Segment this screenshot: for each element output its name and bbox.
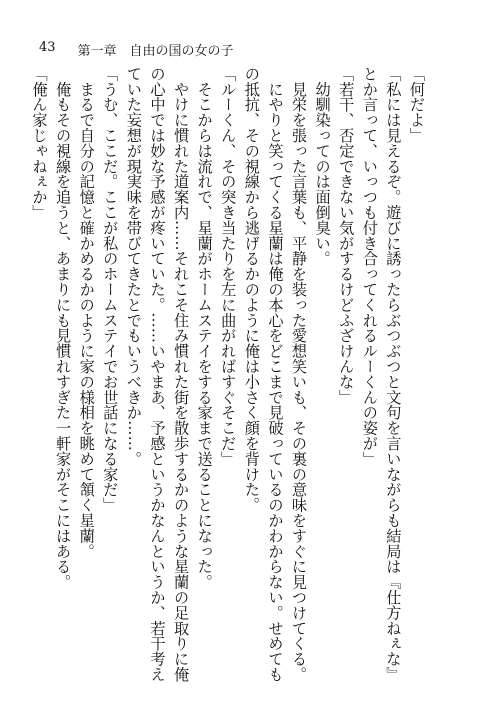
- page-header: [39, 40, 234, 59]
- text-line: そこからは流れで、星蘭がホームステイをする家まで送ることになった。: [195, 66, 214, 590]
- text-line: 「何だよ」: [408, 66, 426, 143]
- text-line: 幼馴染ってのは面倒臭い。: [313, 66, 332, 267]
- text-line: やけに慣れた道案内……それこそ住み慣れた街を散歩するかのような星蘭の足取りに俺: [172, 66, 191, 682]
- text-line: 「俺ん家じゃねぇか」: [30, 66, 49, 220]
- text-line: 「若干、否定できない気がするけどふざけんな」: [337, 66, 356, 405]
- text-line: 「ルーくん、その突き当たりを左に曲がればすぐそこだ」: [219, 66, 238, 467]
- text-line: とか言って、いっつも付き合ってくれるルーくんの姿が」: [360, 66, 379, 467]
- page-number: 43: [39, 40, 56, 55]
- text-line: にやりと笑ってくる星蘭は俺の本心をどこまで見破っているのかわからない。せめても: [266, 66, 285, 682]
- text-line: 「うむ、ここだ。ここが私のホームステイでお世話になる家だ」: [101, 66, 120, 513]
- text-line: 見栄を張った言葉も、平静を装った愛想笑いも、その裏の意味をすぐに見つけてくる。: [290, 66, 309, 682]
- vertical-body-text: [27, 66, 428, 686]
- text-line: の心中では妙な予感が疼いていた。……いやまあ、予感というかなんというか、若干考え: [148, 66, 167, 682]
- text-line: ていた妄想が現実味を帯びてきたとでもいうべきか……。: [124, 66, 143, 467]
- chapter-title: 第一章 自由の国の女の子: [77, 44, 234, 59]
- text-line: の抵抗、その視線から逃げるかのように俺は小さく顔を背けた。: [242, 66, 261, 513]
- text-line: まるで自分の記憶と確かめるかのように家の様相を眺めて頷く星蘭。: [77, 66, 96, 559]
- text-line: 俺もその視線を追うと、あまりにも見慣れすぎた一軒家がそこにはある。: [54, 66, 73, 590]
- text-line: 「私には見えるぞ。遊びに誘ったらぶつぶつと文句を言いながらも結局は『仕方ねぇな』: [384, 66, 403, 682]
